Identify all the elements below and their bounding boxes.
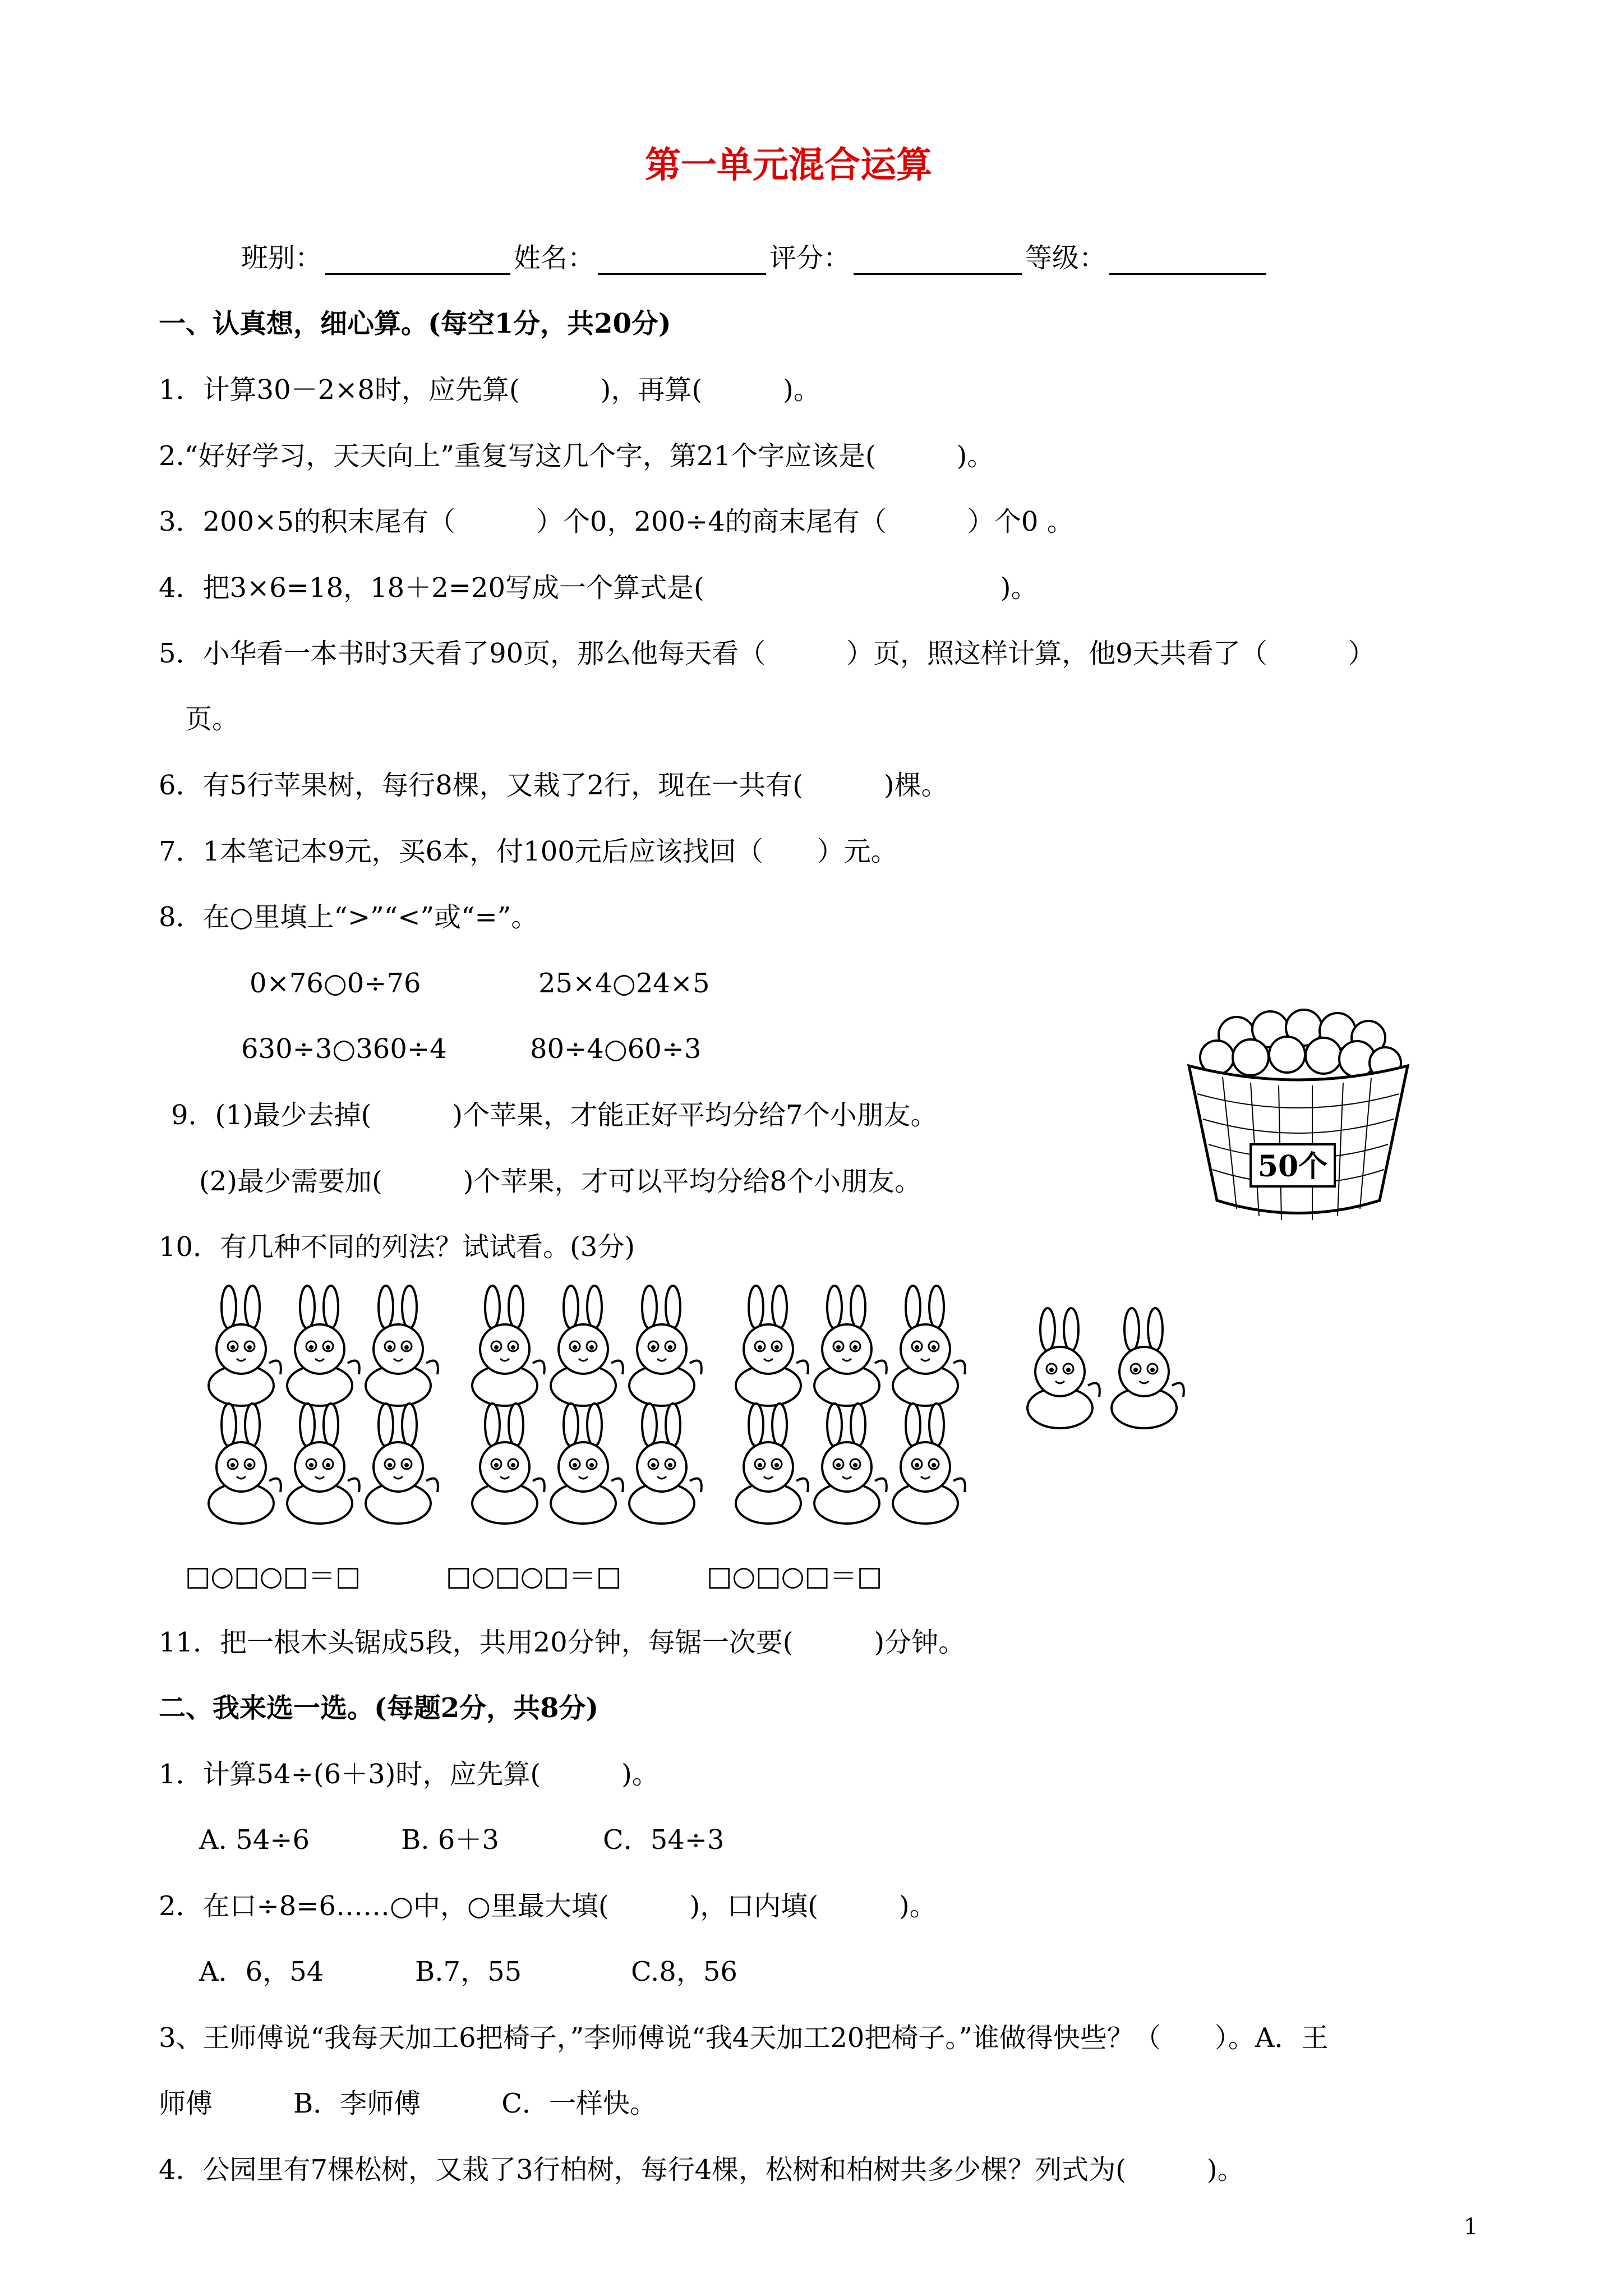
compare-4: 80÷4○60÷3 <box>530 1033 702 1065</box>
question-1-5: 5．小华看一本书时3天看了90页，那么他每天看（ ）页，照这样计算，他9天共看了（ ） <box>159 638 1375 669</box>
question-2-2: 2．在口÷8=6……○中，○里最大填( )，口内填( )。 <box>159 1890 937 1922</box>
question-2-1-option-c: C．54÷3 <box>603 1824 725 1856</box>
name-label: 姓名： <box>514 242 595 274</box>
question-1-5-cont: 页。 <box>185 703 239 735</box>
question-2-1-option-a: A. 54÷6 <box>199 1824 310 1856</box>
page-title: 第一单元混合运算 <box>645 144 932 186</box>
question-2-2-option-c: C.8，56 <box>631 1956 737 1987</box>
grade-blank[interactable] <box>1109 249 1266 275</box>
question-2-1: 1．计算54÷(6＋3)时，应先算( )。 <box>159 1759 659 1790</box>
class-blank[interactable] <box>325 249 510 275</box>
question-1-4: 4．把3×6=18，18＋2=20写成一个算式是( )。 <box>159 572 1038 604</box>
equation-template-2: □○□○□＝□ <box>446 1561 622 1592</box>
question-1-3: 3．200×5的积末尾有（ ）个0，200÷4的商末尾有（ ）个0 。 <box>159 506 1074 537</box>
apple-basket-illustration <box>1178 1004 1419 1228</box>
compare-3: 630÷3○360÷4 <box>241 1033 447 1065</box>
question-1-9a: 9．(1)最少去掉( )个苹果，才能正好平均分给7个小朋友。 <box>171 1099 938 1131</box>
question-1-10: 10．有几种不同的列法？试试看。(3分) <box>159 1231 635 1263</box>
section-2-heading: 二、我来选一选。(每题2分，共8分) <box>159 1692 599 1724</box>
question-1-6: 6．有5行苹果树，每行8棵，又栽了2行，现在一共有( )棵。 <box>159 770 948 801</box>
question-2-3: 3、王师傅说“我每天加工6把椅子，”李师傅说“我4天加工20把椅子。”谁做得快些？（ ）。A．王 <box>159 2022 1329 2054</box>
score-label: 评分： <box>769 242 851 274</box>
question-1-1: 1．计算30－2×8时，应先算( )，再算( )。 <box>159 374 820 406</box>
question-1-2: 2.“好好学习，天天向上”重复写这几个字，第21个字应该是( )。 <box>159 440 994 472</box>
question-2-2-option-b: B.7，55 <box>415 1956 522 1987</box>
question-2-4: 4．公园里有7棵松树，又栽了3行柏树，每行4棵，松树和柏树共多少棵？列式为( )。 <box>159 2154 1244 2185</box>
grade-label: 等级： <box>1025 242 1106 274</box>
section-1-heading: 一、认真想，细心算。(每空1分，共20分) <box>159 308 671 339</box>
question-1-11: 11．把一根木头锯成5段，共用20分钟，每锯一次要( )分钟。 <box>159 1627 966 1658</box>
equation-template-1: □○□○□＝□ <box>185 1561 361 1592</box>
rabbit-illustration <box>208 1290 1217 1531</box>
question-1-7: 7．1本笔记本9元，买6本，付100元后应该找回（ ）元。 <box>159 836 898 867</box>
score-blank[interactable] <box>854 249 1022 275</box>
basket-label: 50个 <box>1257 1149 1328 1184</box>
question-1-9b: (2)最少需要加( )个苹果，才可以平均分给8个小朋友。 <box>199 1166 921 1197</box>
page-number: 1 <box>1464 2214 1478 2240</box>
info-line <box>241 241 1270 275</box>
question-1-8: 8．在○里填上“>”“<”或“=”。 <box>159 901 538 933</box>
equation-template-3: □○□○□＝□ <box>707 1561 883 1592</box>
compare-1: 0×76○0÷76 <box>250 968 421 999</box>
question-2-1-option-b: B. 6＋3 <box>401 1824 499 1856</box>
class-label: 班别： <box>241 242 322 274</box>
question-2-2-option-a: A．6，54 <box>199 1956 324 1987</box>
compare-2: 25×4○24×5 <box>538 968 710 999</box>
question-2-3-cont: 师傅 B．李师傅 C．一样快。 <box>159 2088 657 2119</box>
name-blank[interactable] <box>598 249 766 275</box>
